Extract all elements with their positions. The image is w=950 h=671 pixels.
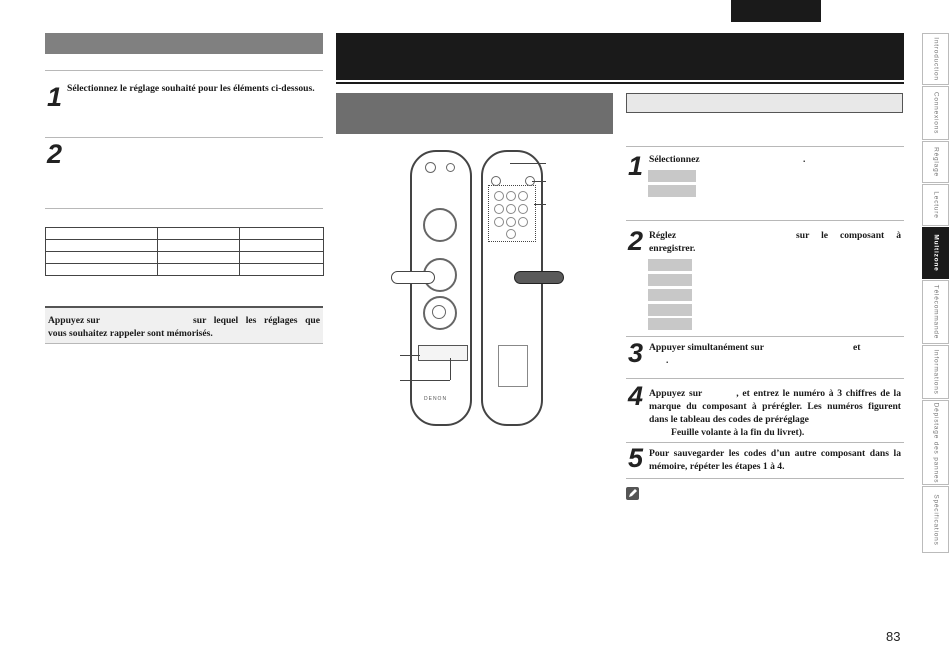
- right-step-2-text-b: [649, 229, 901, 255]
- remote-switch-area: [418, 345, 468, 361]
- remote-button: [491, 176, 501, 186]
- remote-callout-pill: [391, 271, 435, 284]
- sidebar-tab-label: Introduction: [932, 37, 939, 81]
- divider: [626, 478, 904, 479]
- callout-line: [400, 355, 420, 356]
- divider: [45, 343, 323, 344]
- note-suffix-text: sur lequel les réglages que vous souhaitez rappeler sont mémorisés.: [48, 315, 320, 339]
- sidebar-tab-label: Spécifications: [932, 493, 939, 546]
- settings-table: [45, 227, 324, 276]
- right-step-3-text-a: Appuyer simultanément sur: [649, 342, 764, 353]
- option-box: [648, 259, 692, 271]
- left-step-2-number: 2: [47, 139, 63, 169]
- note-pencil-icon: [626, 487, 639, 500]
- remote-button: [518, 191, 528, 201]
- left-step-1-text: Sélectionnez le réglage souhaité pour les éléments ci-dessous.: [67, 83, 315, 94]
- left-section-header: [45, 33, 323, 54]
- option-box: [648, 304, 692, 316]
- sidebar-tab-introduction[interactable]: [922, 33, 949, 85]
- right-step-1-text-b: .: [803, 154, 806, 165]
- right-section-header: [626, 93, 903, 113]
- right-step-4-number: 4: [628, 381, 644, 411]
- sidebar-tab-specifications[interactable]: [922, 486, 949, 553]
- right-step-2-text-a: Réglez: [649, 230, 677, 241]
- language-tab: [731, 0, 821, 22]
- right-step-2-number: 2: [628, 226, 644, 256]
- right-step-1-text-a: Sélectionnez: [649, 154, 700, 165]
- remote-button: [506, 191, 516, 201]
- divider: [626, 146, 904, 147]
- remote-button: [494, 217, 504, 227]
- sidebar-tab-label: Réglage: [932, 147, 939, 177]
- remote-button: [518, 217, 528, 227]
- sidebar-tab-reglage[interactable]: [922, 141, 949, 183]
- right-step-2-text-b-span: sur le composant à enregistrer.: [649, 230, 901, 254]
- sidebar-tab-connexions[interactable]: [922, 86, 949, 140]
- left-step-1-number: 1: [47, 82, 63, 112]
- right-step-5-number: 5: [628, 443, 644, 473]
- remote-button: [506, 217, 516, 227]
- sidebar-tab-informations[interactable]: [922, 345, 949, 399]
- divider: [45, 137, 323, 138]
- sidebar-tab-label: Connexions: [932, 91, 939, 135]
- option-box: [648, 274, 692, 286]
- right-step-3-number: 3: [628, 338, 644, 368]
- right-step-3-text-b: et: [853, 342, 861, 353]
- divider: [45, 70, 323, 71]
- right-step-1-number: 1: [628, 151, 644, 181]
- remote-button: [446, 163, 455, 172]
- remote-battery-cover: [498, 345, 528, 387]
- divider: [626, 220, 904, 221]
- remote-dial: [423, 208, 457, 242]
- right-step-4-text: [649, 387, 901, 439]
- sidebar-tab-depistage[interactable]: [922, 400, 949, 485]
- sidebar-tab-label: Informations: [932, 349, 939, 395]
- page-number: 83: [886, 629, 901, 644]
- remote-button: [518, 204, 528, 214]
- divider: [626, 442, 904, 443]
- option-box: [648, 318, 692, 330]
- option-box: [648, 170, 696, 182]
- callout-line: [400, 380, 450, 381]
- callout-line: [532, 181, 546, 182]
- right-step-4-text-b: , et entrez le numéro à 3 chiffres de la marque du composant à prérégler. Les numéros figurent dans le tableau des codes de préréglage: [649, 388, 901, 425]
- remote-button: [494, 191, 504, 201]
- sidebar-tab-label: Multizone: [932, 234, 939, 272]
- remote-button: [506, 229, 516, 239]
- option-box: [648, 185, 696, 197]
- remote-text-label: DENON: [424, 396, 448, 402]
- divider: [626, 378, 904, 379]
- right-step-4-text-a: Appuyez sur: [649, 388, 703, 399]
- main-title-banner: [336, 33, 904, 80]
- sidebar-tab-multizone[interactable]: [922, 227, 949, 279]
- sidebar-tab-label: Dépistage des pannes: [932, 402, 939, 483]
- sidebar-tab-lecture[interactable]: [922, 184, 949, 226]
- callout-line: [534, 204, 546, 205]
- sidebar-tab-telecommande[interactable]: [922, 280, 949, 344]
- callout-line: [510, 163, 546, 164]
- remote-button: [432, 305, 446, 319]
- note-suffix: [48, 314, 320, 340]
- remote-button: [506, 204, 516, 214]
- sidebar-tab-label: Lecture: [932, 191, 939, 219]
- right-step-4-text-c: Feuille volante à la fin du livret).: [671, 427, 805, 438]
- divider: [626, 336, 904, 337]
- middle-section-header: [336, 93, 613, 134]
- sidebar-tab-label: Télécommande: [932, 284, 939, 340]
- callout-line: [450, 358, 451, 380]
- option-box: [648, 289, 692, 301]
- right-step-5-text: Pour sauvegarder les codes d’un autre composant dans la mémoire, répéter les étapes 1 à 4.: [649, 448, 901, 472]
- banner-rule: [336, 82, 904, 84]
- note-prefix: Appuyez sur: [48, 315, 100, 326]
- remote-callout-pill-dark: [514, 271, 564, 284]
- remote-button: [494, 204, 504, 214]
- remote-power-button: [425, 162, 436, 173]
- divider: [45, 208, 323, 209]
- right-step-3-text-c: .: [666, 355, 669, 366]
